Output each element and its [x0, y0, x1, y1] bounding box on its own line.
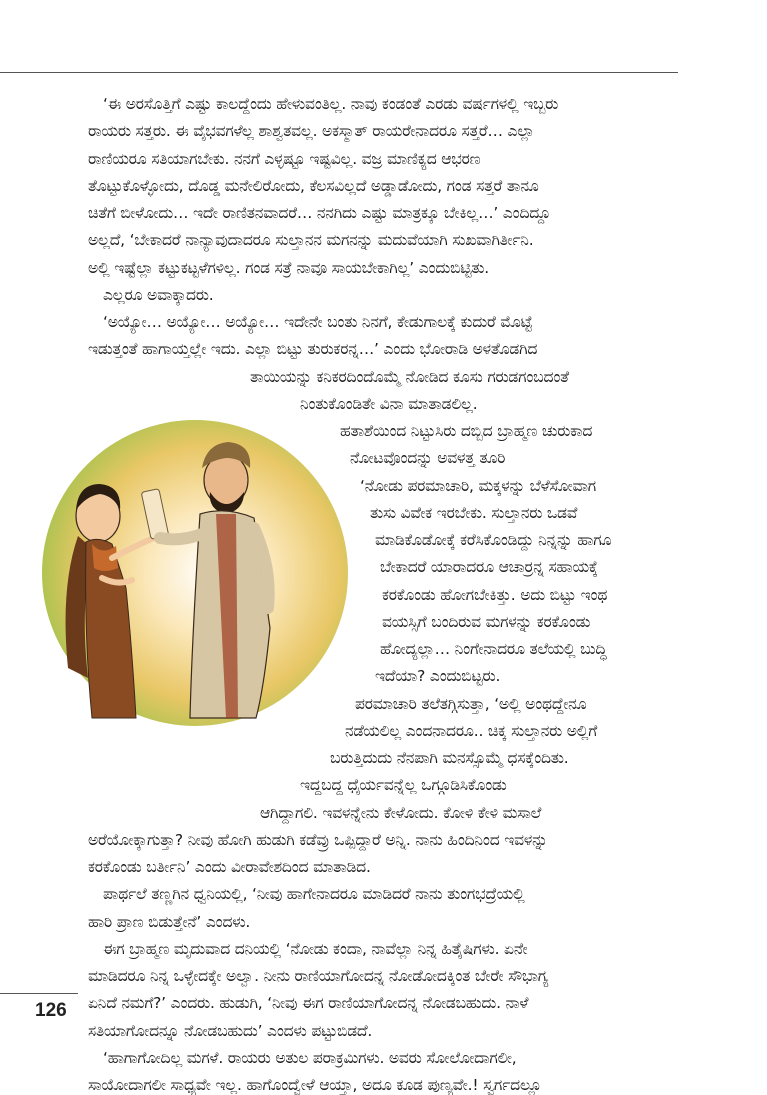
text-line: ಅಲ್ಲದೆ, ‘ಬೇಕಾದರೆ ನಾನ್ಯಾವುದಾದರೂ ಸುಲ್ತಾನನ ಮಗನನ್ನು ಮದುವೆಯಾಗಿ ಸುಖವಾಗಿರ್ತೀನಿ.	[88, 231, 534, 250]
text-line: ರಾಣಿಯರೂ ಸತಿಯಾಗಬೇಕು. ನನಗೆ ಎಳ್ಳಷ್ಟೂ ಇಷ್ಟವಿಲ್ಲ. ವಜ್ರ ಮಾಣಿಕ್ಯದ ಆಭರಣ	[88, 149, 481, 168]
text-line: ‘ಈ ಅರಸೊತ್ತಿಗೆ ಎಷ್ಟು ಕಾಲದ್ದೆಂದು ಹೇಳುವಂತಿಲ್ಲ. ನಾವು ಕಂಡಂತೆ ಎರಡು ವರ್ಷಗಳಲ್ಲಿ ಇಬ್ಬರು	[103, 95, 559, 113]
text-line: ಇದೆಯಾ? ಎಂದುಬಿಟ್ಟರು.	[375, 667, 501, 686]
text-line: ‘ಅಯ್ಯೋ… ಅಯ್ಯೋ… ಅಯ್ಯೋ… ಇದೇನೇ ಬಂತು ನಿನಗೆ, ಕೇಡುಗಾಲಕ್ಕೆ ಕುದುರೆ ಮೊಟ್ಟೆ	[103, 313, 533, 331]
text-line: ಅರೆಯೋಕ್ಕಾಗುತ್ತಾ? ನೀವು ಹೋಗಿ ಹುಡುಗಿ ಕಡೆವ್ರು ಒಪ್ಪಿದ್ದಾರೆ ಅನ್ನಿ. ನಾನು ಹಿಂದಿನಿಂದ ಇವಳನ್ನು	[88, 830, 548, 849]
text-line: ಸತಿಯಾಗೋದನ್ನೂ ನೋಡಬಹುದು’ ಎಂದಳು ಪಟ್ಟುಬಿಡದೆ.	[88, 1021, 373, 1040]
text-line: ಈಗ ಬ್ರಾಹ್ಮಣ ಮೃದುವಾದ ದನಿಯಲ್ಲಿ ‘ನೋಡು ಕಂದಾ, ನಾವೆಲ್ಲಾ ನಿನ್ನ ಹಿತೈಷಿಗಳು. ಏನೇ	[103, 939, 528, 958]
text-line: ಹತಾಶೆಯಿಂದ ನಿಟ್ಟುಸಿರು ದಬ್ಬಿದ ಬ್ರಾಹ್ಮಣ ಚುರುಕಾದ	[340, 422, 593, 440]
page-number: 126	[35, 1000, 67, 1021]
text-line: ಮಾಡಿದರೂ ನಿನ್ನ ಒಳ್ಳೇದಕ್ಕೇ ಅಲ್ವಾ. ನೀನು ರಾಣಿಯಾಗೋದನ್ನ ನೋಡೋದಕ್ಕಿಂತ ಬೇರೇ ಸೌಭಾಗ್ಯ	[88, 967, 549, 985]
text-line: ಬೇಕಾದರೆ ಯಾರಾದರೂ ಆಚಾರ್‍ರನ್ನ ಸಹಾಯಕ್ಕೆ	[380, 558, 598, 577]
text-line: ಚಿತೆಗೆ ಬೀಳೋದು… ಇದೇ ರಾಣಿತನವಾದರೆ… ನನಗಿದು ಎಷ್ಟು ಮಾತ್ರಕ್ಕೂ ಬೇಕಿಲ್ಲ…’ ಎಂದಿದ್ದೂ	[88, 204, 551, 222]
illustration-woman-and-priest	[40, 418, 350, 728]
text-line: ಕರಕೊಂಡು ಬರ್ತೀನಿ’ ಎಂದು ವೀರಾವೇಶದಿಂದ ಮಾತಾಡಿದ.	[88, 858, 371, 876]
text-line: ಇಡುತ್ತಂತೆ ಹಾಗಾಯ್ತಲ್ಲೇ ಇದು. ಎಲ್ಲಾ ಬಿಟ್ಟು ತುರುಕರನ್ನ…’ ಎಂದು ಭೋರಾಡಿ ಅಳತೊಡಗಿದ	[88, 340, 538, 359]
text-line: ನಡೆಯಲಿಲ್ಲ ಎಂದನಾದರೂ.. ಚಿಕ್ಕ ಸುಲ್ತಾನರು ಅಲ್ಲಿಗೆ	[345, 721, 598, 740]
text-line: ಅಲ್ಲಿ ಇಷ್ಟೆಲ್ಲಾ ಕಟ್ಟುಕಟ್ಟಳೆಗಳಿಲ್ಲ. ಗಂಡ ಸತ್ರೆ ನಾವೂ ಸಾಯಬೇಕಾಗಿಲ್ಲ’ ಎಂದುಬಿಟ್ಟಿತು.	[88, 258, 490, 277]
text-line: ತುಸು ವಿವೇಕ ಇರಬೇಕು. ಸುಲ್ತಾನರು ಒಡವೆ	[370, 503, 578, 522]
text-line: ನಿಂತುಕೊಂಡಿತೇ ವಿನಾ ಮಾತಾಡಲಿಲ್ಲ.	[300, 394, 478, 413]
text-line: ಮಾಡಿಕೊಡೋಕ್ಕೆ ಕರೆಸಿಕೊಂಡಿದ್ದು ನಿನ್ನನ್ನು ಹಾಗೂ	[375, 531, 612, 549]
text-line: ಹಾರಿ ಪ್ರಾಣ ಬಿಡುತ್ತೇನೆ’ ಎಂದಳು.	[88, 912, 251, 931]
text-line: ನೋಟವೊಂದನ್ನು ಅವಳತ್ತ ತೂರಿ	[350, 449, 506, 468]
text-line: ಹೋದ್ಯಲ್ಲಾ… ನಿಂಗೇನಾದರೂ ತಲೆಯಲ್ಲಿ ಬುದ್ಧಿ	[380, 640, 607, 658]
text-line: ಇದ್ದಬದ್ದ ಧೈರ್ಯವನ್ನೆಲ್ಲ ಒಗ್ಗೂಡಿಸಿಕೊಂಡು	[300, 776, 507, 795]
text-line: ಬರುತ್ತಿದುದು ನೆನಪಾಗಿ ಮನಸ್ಸೊಮ್ಮೆ ಧಸಕ್ಕೆಂದಿತು.	[330, 749, 569, 767]
text-line: ಏನಿದೆ ನಮಗೆ?’ ಎಂದರು. ಹುಡುಗಿ, ‘ನೀವು ಈಗ ರಾಣಿಯಾಗೋದನ್ನ ನೋಡಬಹುದು. ನಾಳೆ	[88, 994, 529, 1013]
text-line: ಆಗಿದ್ದಾಗಲಿ. ಇವಳನ್ನೇನು ಕೇಳೋದು. ಕೋಳಿ ಕೇಳಿ ಮಸಾಲೆ	[260, 803, 542, 822]
text-line: ‘ನೋಡು ಪರಮಾಚಾರಿ, ಮಕ್ಕಳನ್ನು ಬೆಳೆಸೋವಾಗ	[360, 476, 596, 495]
text-line: ಸಾಯೋದಾಗಲೀ ಸಾಧ್ಯವೇ ಇಲ್ಲ. ಹಾಗೊಂದ್ವೇಳೆ ಆಯ್ತಾ, ಅದೂ ಕೂಡ ಪುಣ್ಯವೇ.! ಸ್ವರ್ಗದಲ್ಲೂ	[88, 1076, 542, 1094]
text-line: ವಯಸ್ಸಿಗೆ ಬಂದಿರುವ ಮಗಳನ್ನು ಕರಕೊಂಡು	[382, 612, 591, 631]
text-line: ಕರಕೊಂಡು ಹೋಗಬೇಕಿತ್ತು. ಅದು ಬಿಟ್ಟು ಇಂಥ	[382, 585, 608, 604]
text-line: ರಾಯರು ಸತ್ತರು. ಈ ವೈಭವಗಳೆಲ್ಲ ಶಾಶ್ವತವಲ್ಲ. ಅಕಸ್ಮಾತ್ ರಾಯರೇನಾದರೂ ಸತ್ತರೆ… ಎಲ್ಲಾ	[88, 122, 535, 141]
page-number-rule	[0, 993, 78, 994]
text-line: ‘ಹಾಗಾಗೋದಿಲ್ಲ ಮಗಳೆ. ರಾಯರು ಅತುಲ ಪರಾಕ್ರಮಿಗಳು. ಅವರು ಸೋಲೋದಾಗಲೀ,	[103, 1048, 517, 1067]
text-line: ಪಾರ್ಥಲೆ ತಣ್ಣಗಿನ ಧ್ವನಿಯಲ್ಲಿ, ‘ನೀವು ಹಾಗೇನಾದರೂ ಮಾಡಿದರೆ ನಾನು ತುಂಗಭದ್ರೆಯಲ್ಲಿ	[103, 885, 525, 904]
text-line: ಎಲ್ಲರೂ ಅವಾಕ್ಕಾದರು.	[103, 285, 214, 304]
text-line: ತಾಯಿಯನ್ನು ಕನಿಕರದಿಂದೊಮ್ಮೆ ನೋಡಿದ ಕೂಸು ಗರುಡಗಂಬದಂತೆ	[250, 367, 569, 386]
text-line: ತೊಟ್ಟುಕೊಳ್ಳೋದು, ದೊಡ್ಡ ಮನೇಲಿರೋದು, ಕೆಲಸವಿಲ್ಲದೆ ಅಡ್ಡಾಡೋದು, ಗಂಡ ಸತ್ತರೆ ತಾನೂ	[88, 176, 539, 195]
text-line: ಪರಮಾಚಾರಿ ತಲೆತಗ್ಗಿಸುತ್ತಾ, ‘ಅಲ್ಲಿ ಅಂಥದ್ದೇನೂ	[355, 694, 587, 713]
top-rule	[0, 72, 678, 73]
